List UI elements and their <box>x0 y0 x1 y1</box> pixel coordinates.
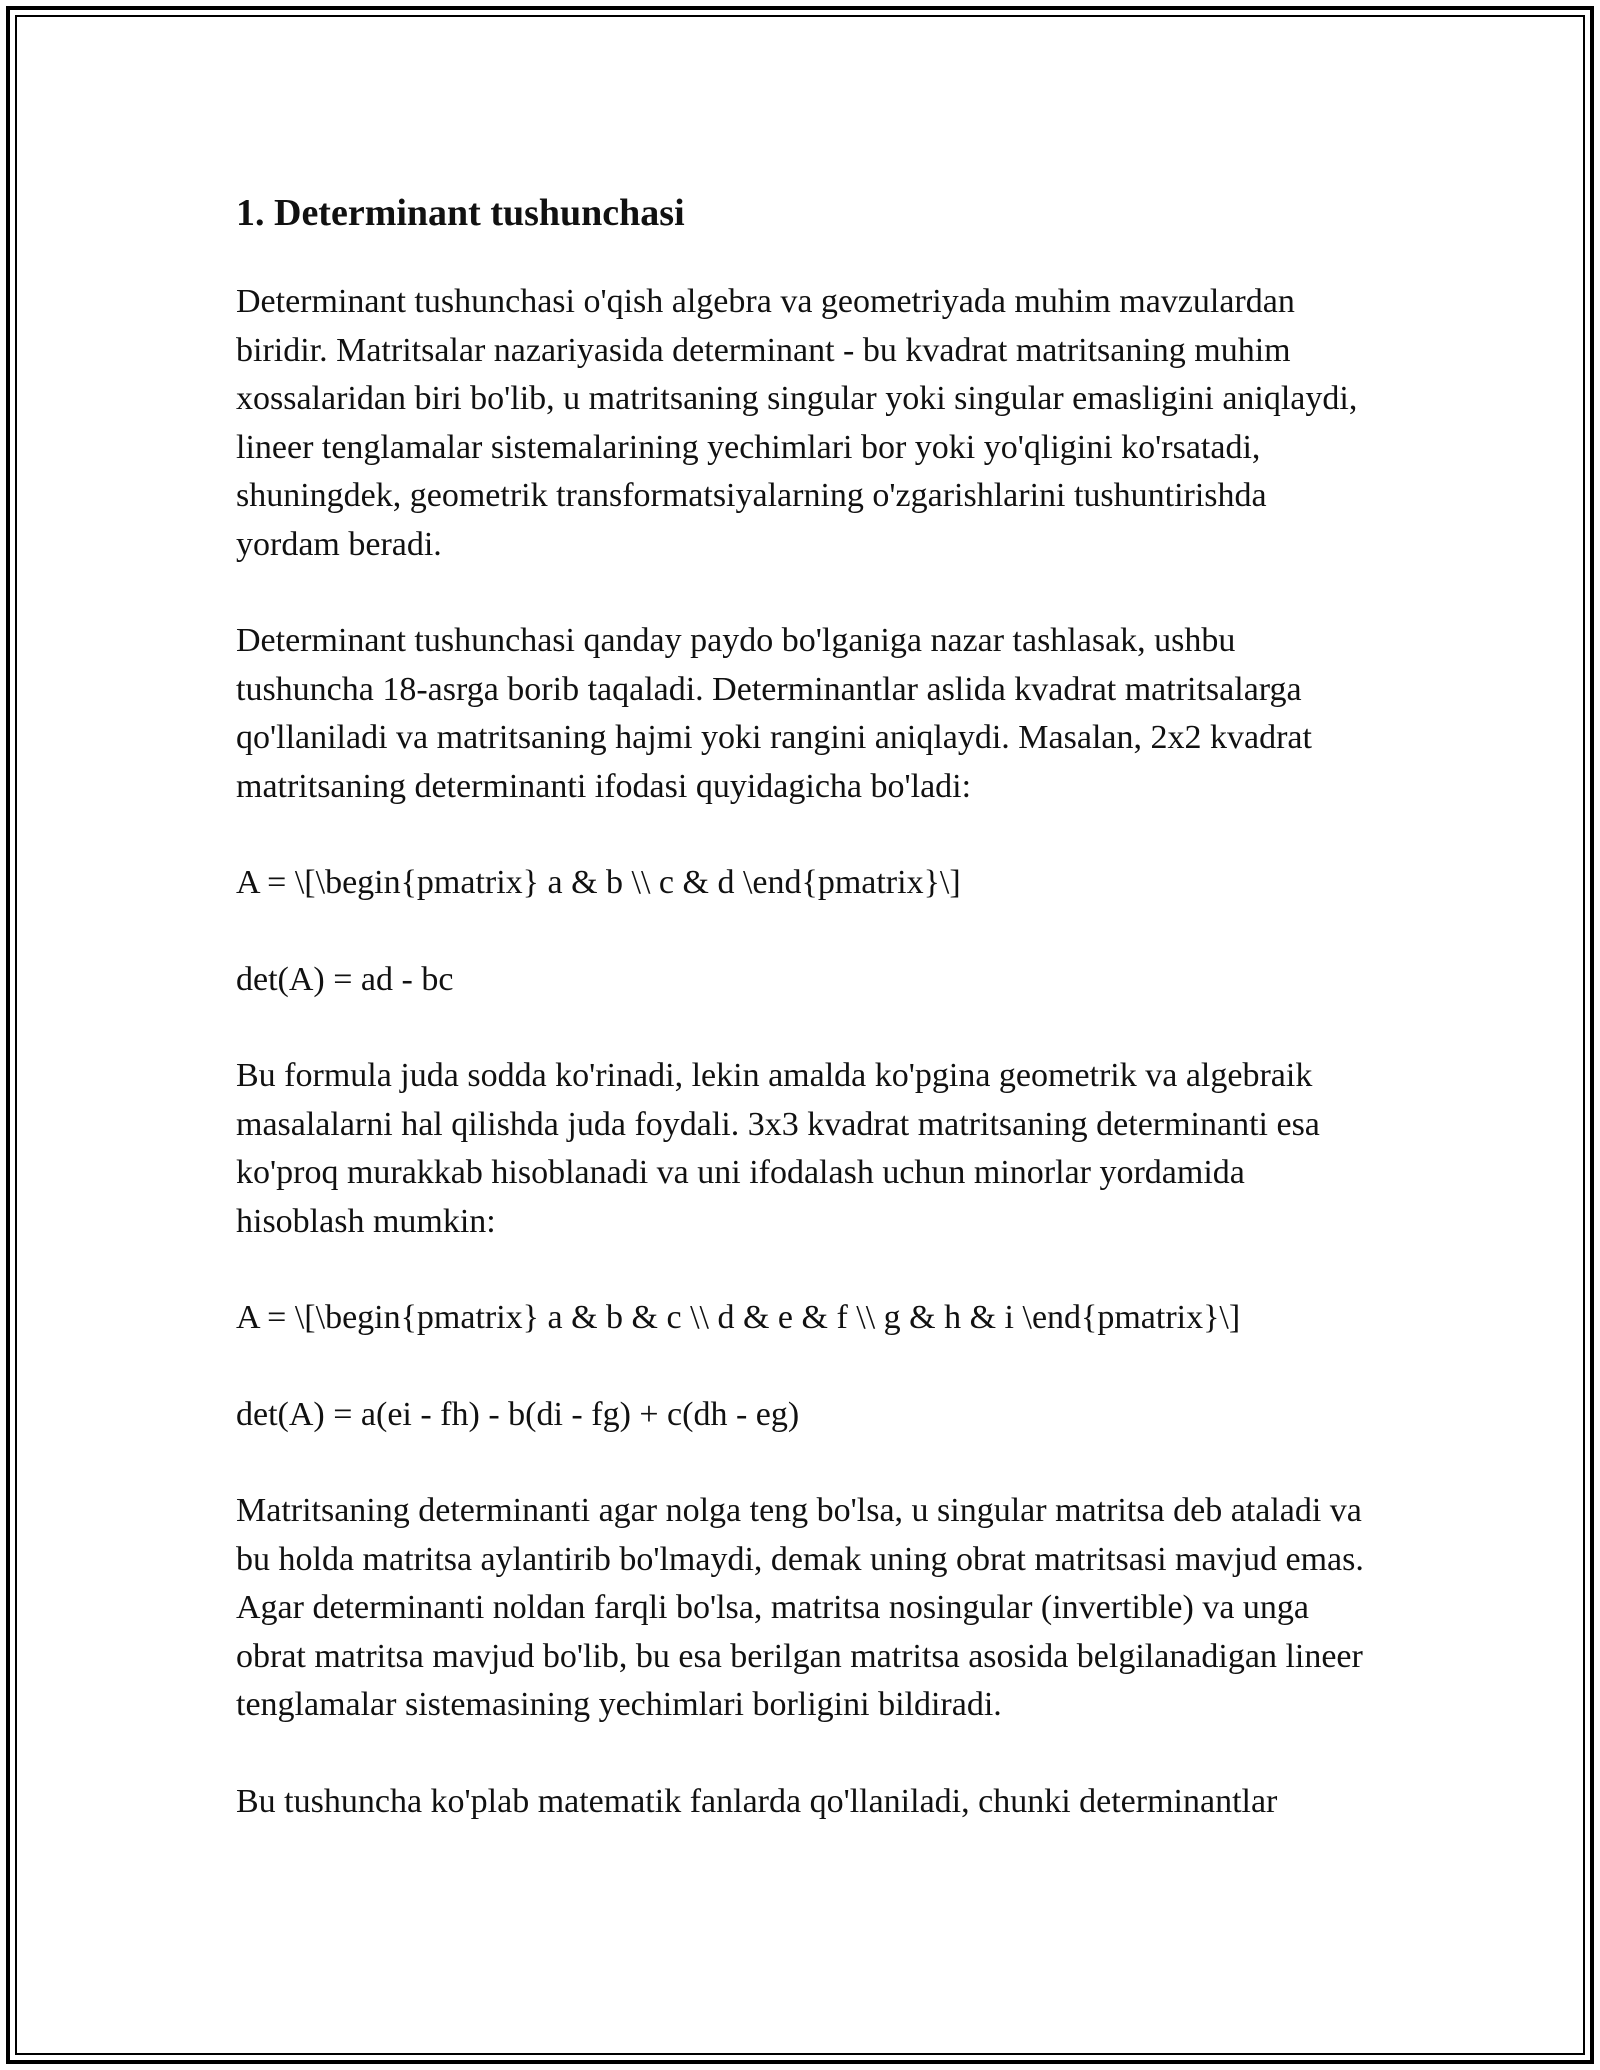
paragraph-intro: Determinant tushunchasi o'qish algebra va geometriyada muhim mavzulardan biridir. Matritsalar nazariyasida determinant - bu kvadrat matritsaning muhim xossalaridan biri bo'lib, u matritsaning singular yoki singular emasligini aniqlaydi, lineer tenglamalar sistemalarining yechimlari bor yoki yo'qligini ko'rsatadi, shuningdek, geometrik transformatsiyalarning o'zgarishlarini tushuntirishda yordam beradi. <box>236 283 1358 563</box>
paragraph-singular: Matritsaning determinanti agar nolga teng bo'lsa, u singular matritsa deb ataladi va bu holda matritsa aylantirib bo'lmaydi, demak uning obrat matritsasi mavjud emas. Agar determinanti noldan farqli bo'lsa, matritsa nosingular (invertible) va unga obrat matritsa mavjud bo'lib, bu esa berilgan matritsa asosida belgilanadigan lineer tenglamalar sistemasining yechimlari borligini bildiradi. <box>236 1492 1364 1723</box>
section-heading: 1. Determinant tushunchasi <box>236 192 685 234</box>
formula-det-3x3: det(A) = a(ei - fh) - b(di - fg) + c(dh - eg) <box>236 1395 800 1433</box>
formula-matrix-2x2: A = \[\begin{pmatrix} a & b \\ c & d \end{pmatrix}\] <box>236 864 961 901</box>
paragraph-applications: Bu tushuncha ko'plab matematik fanlarda qo'llaniladi, chunki determinantlar <box>236 1782 1278 1820</box>
paragraph-3x3: Bu formula juda sodda ko'rinadi, lekin amalda ko'pgina geometrik va algebraik masalalarni hal qilishda juda foydali. 3x3 kvadrat matritsaning determinanti esa ko'proq murakkab hisoblanadi va uni ifodalash uchun minorlar yordamida hisoblash mumkin: <box>236 1057 1320 1240</box>
formula-det-2x2: det(A) = ad - bc <box>236 960 454 998</box>
document-body <box>236 184 1366 1874</box>
formula-matrix-3x3: A = \[\begin{pmatrix} a & b & c \\ d & e & f \\ g & h & i \end{pmatrix}\] <box>236 1299 1241 1336</box>
paragraph-history: Determinant tushunchasi qanday paydo bo'lganiga nazar tashlasak, ushbu tushuncha 18-asrga borib taqaladi. Determinantlar aslida kvadrat matritsalarga qo'llaniladi va matritsaning hajmi yoki rangini aniqlaydi. Masalan, 2x2 kvadrat matritsaning determinanti ifodasi quyidagicha bo'ladi: <box>236 622 1312 805</box>
